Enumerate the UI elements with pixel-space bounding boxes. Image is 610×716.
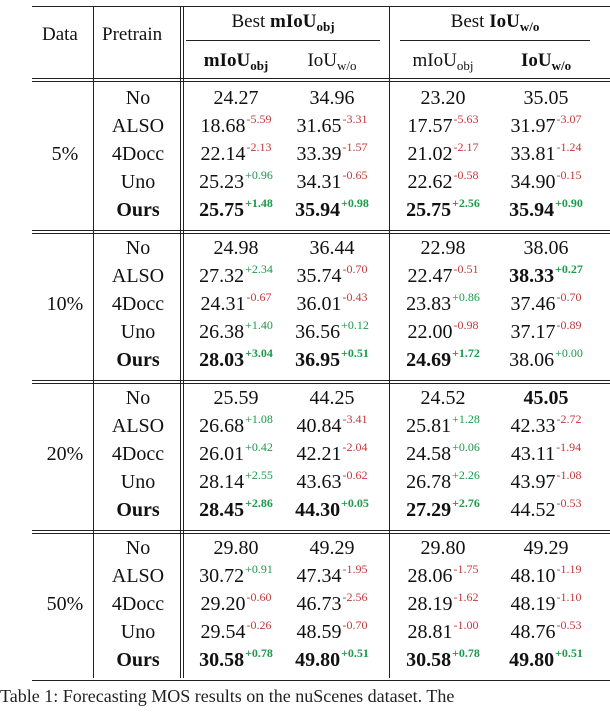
cell-delta: +2.26 (452, 468, 480, 482)
method-label: ALSO (111, 565, 165, 587)
cell-delta: -0.65 (342, 168, 368, 182)
table-cell (200, 140, 272, 166)
cell-delta: -1.62 (453, 590, 479, 604)
table-cell (510, 318, 582, 344)
cell-value: 47.34 (296, 565, 342, 587)
cell-delta: -1.95 (342, 562, 368, 576)
cell-value: 31.65 (296, 115, 342, 137)
method-label: 4Docc (111, 293, 165, 315)
cell-delta: -3.41 (342, 412, 368, 426)
table-cell (510, 440, 582, 466)
table-cell (200, 290, 272, 316)
table-cell (509, 346, 583, 372)
header-rule-2 (32, 81, 610, 82)
cell-value: 24.27 (213, 87, 259, 109)
table-cell (421, 87, 466, 110)
table-cell (407, 590, 479, 616)
cell-delta: -0.15 (556, 168, 582, 182)
cell-value: 48.10 (510, 565, 556, 587)
cell-delta: -2.17 (453, 140, 479, 154)
method-label: Ours (116, 499, 160, 521)
column-header: mIoU$_{obj}$ (203, 50, 269, 73)
vline-method (180, 6, 181, 678)
cell-value: 49.80 (509, 649, 555, 671)
data-fraction-label: 5% (51, 143, 79, 165)
group-rule-2 (400, 40, 590, 41)
table-cell (200, 590, 272, 616)
table-cell (510, 468, 582, 494)
method-label: Uno (120, 621, 156, 643)
table-cell (421, 237, 466, 260)
cell-delta: -0.62 (342, 468, 368, 482)
cell-value: 27.29 (406, 499, 452, 521)
cell-value: 23.20 (420, 87, 466, 109)
vline-method-2 (183, 6, 184, 678)
cell-value: 48.59 (296, 621, 342, 643)
cell-delta: +0.05 (341, 496, 369, 510)
table-cell (295, 646, 369, 672)
cell-value: 34.31 (296, 171, 342, 193)
column-header: IoU$_{w/o}$ (520, 50, 572, 73)
cell-value: 33.39 (296, 143, 342, 165)
cell-delta: -2.56 (342, 590, 368, 604)
cell-value: 38.06 (523, 237, 569, 259)
cell-value: 35.94 (509, 199, 555, 221)
table-cell (509, 646, 583, 672)
method-label: Ours (116, 199, 160, 221)
cell-delta: +0.00 (555, 346, 583, 360)
cell-value: 24.98 (213, 237, 259, 259)
table-cell (200, 112, 272, 138)
cell-value: 25.75 (199, 199, 245, 221)
cell-delta: -2.13 (246, 140, 272, 154)
cell-value: 24.69 (406, 349, 452, 371)
table-cell (310, 237, 355, 260)
cell-value: 43.11 (510, 443, 556, 465)
cell-value: 25.59 (213, 387, 259, 409)
cell-delta: -2.72 (556, 412, 582, 426)
table-cell (296, 412, 368, 438)
cell-delta: +0.12 (341, 318, 369, 332)
method-label: Ours (116, 349, 160, 371)
cell-delta: -1.24 (556, 140, 582, 154)
table-cell (199, 440, 273, 466)
cell-value: 36.56 (295, 321, 341, 343)
cell-delta: -0.70 (556, 290, 582, 304)
cell-value: 22.98 (420, 237, 466, 259)
cell-value: 28.81 (407, 621, 453, 643)
table-cell (296, 290, 368, 316)
cell-value: 36.01 (296, 293, 342, 315)
column-header: IoU$_{w/o}$ (307, 50, 357, 73)
cell-delta: -1.94 (556, 440, 582, 454)
cell-value: 35.05 (523, 87, 569, 109)
cell-value: 38.06 (509, 349, 555, 371)
method-label: Uno (120, 321, 156, 343)
cell-delta: -0.60 (246, 590, 272, 604)
cell-value: 49.80 (295, 649, 341, 671)
table-cell (407, 262, 479, 288)
table-cell (199, 496, 273, 522)
method-label: 4Docc (111, 593, 165, 615)
cell-value: 21.02 (407, 143, 453, 165)
table-cell (214, 537, 259, 560)
cell-delta: -5.63 (453, 112, 479, 126)
cell-value: 35.74 (296, 265, 342, 287)
table-cell (295, 318, 369, 344)
table-cell (296, 618, 368, 644)
table-cell (510, 140, 582, 166)
block-rule (32, 680, 610, 681)
table-cell (510, 496, 582, 522)
cell-value: 24.58 (406, 443, 452, 465)
table-cell (406, 646, 480, 672)
cell-value: 25.81 (406, 415, 452, 437)
table-cell (296, 168, 368, 194)
cell-delta: +0.51 (555, 646, 583, 660)
cell-delta: -2.04 (342, 440, 368, 454)
method-label: ALSO (111, 115, 165, 137)
cell-delta: +0.51 (341, 646, 369, 660)
method-label: ALSO (111, 415, 165, 437)
cell-delta: -0.26 (246, 618, 272, 632)
cell-value: 46.73 (296, 593, 342, 615)
data-fraction-label: 20% (46, 443, 84, 465)
cell-delta: +0.27 (555, 262, 583, 276)
table-cell (199, 468, 273, 494)
data-fraction-label: 10% (46, 293, 84, 315)
cell-value: 49.29 (523, 537, 569, 559)
cell-delta: +0.42 (245, 440, 273, 454)
table-cell (524, 87, 569, 110)
cell-delta: +3.04 (245, 346, 273, 360)
table-cell (310, 537, 355, 560)
cell-value: 43.63 (296, 471, 342, 493)
table-cell (310, 387, 355, 410)
vline-group (389, 6, 390, 678)
table-cell (407, 112, 479, 138)
table-cell (296, 112, 368, 138)
cell-delta: -0.43 (342, 290, 368, 304)
cell-value: 48.19 (510, 593, 556, 615)
cell-delta: -1.75 (453, 562, 479, 576)
top-rule (32, 6, 610, 7)
cell-delta: -1.08 (556, 468, 582, 482)
table-cell (296, 590, 368, 616)
cell-value: 28.03 (199, 349, 245, 371)
table-cell (406, 346, 480, 372)
cell-delta: -5.59 (246, 112, 272, 126)
block-rule (32, 533, 610, 534)
table-cell (199, 646, 273, 672)
cell-delta: -0.58 (453, 168, 479, 182)
table-cell (406, 290, 480, 316)
cell-value: 27.32 (199, 265, 245, 287)
method-label: No (125, 237, 151, 259)
cell-value: 29.54 (200, 621, 246, 643)
method-label: ALSO (111, 265, 165, 287)
cell-value: 33.81 (510, 143, 556, 165)
cell-value: 36.44 (309, 237, 355, 259)
cell-value: 36.95 (295, 349, 341, 371)
method-label: No (125, 87, 151, 109)
table-cell (199, 562, 273, 588)
cell-delta: +1.40 (245, 318, 273, 332)
table-cell (200, 618, 272, 644)
header-rule (32, 78, 610, 79)
table-cell (199, 346, 273, 372)
table-cell (295, 196, 369, 222)
table-cell (296, 562, 368, 588)
header-group-1: Best mIoU$_{obj}$ (231, 11, 335, 34)
cell-value: 44.52 (510, 499, 556, 521)
table-cell (199, 262, 273, 288)
cell-value: 30.72 (199, 565, 245, 587)
cell-value: 34.96 (309, 87, 355, 109)
cell-value: 23.83 (406, 293, 452, 315)
table-cell (407, 168, 479, 194)
table-cell (295, 496, 369, 522)
method-label: No (125, 387, 151, 409)
cell-value: 43.97 (510, 471, 556, 493)
cell-value: 30.58 (406, 649, 452, 671)
table-cell (407, 318, 479, 344)
table-cell (510, 168, 582, 194)
cell-value: 28.14 (199, 471, 245, 493)
table-cell (510, 412, 582, 438)
table-cell (509, 262, 583, 288)
table-cell (406, 440, 480, 466)
cell-value: 25.23 (199, 171, 245, 193)
cell-value: 24.31 (200, 293, 246, 315)
table-cell (310, 87, 355, 110)
cell-value: 25.75 (406, 199, 452, 221)
cell-value: 29.80 (213, 537, 259, 559)
header-pretrain: Pretrain (102, 24, 163, 45)
table-cell (214, 387, 259, 410)
group-rule-1 (186, 40, 380, 41)
cell-delta: +1.72 (452, 346, 480, 360)
cell-delta: +1.28 (452, 412, 480, 426)
table-cell (510, 618, 582, 644)
table-cell (510, 112, 582, 138)
method-label: 4Docc (111, 443, 165, 465)
cell-delta: +2.34 (245, 262, 273, 276)
cell-delta: +0.98 (341, 196, 369, 210)
cell-delta: -1.10 (556, 590, 582, 604)
table-caption: Table 1: Forecasting MOS results on the nuScenes dataset. The (0, 686, 455, 706)
table-cell (296, 468, 368, 494)
cell-delta: -0.67 (246, 290, 272, 304)
table-cell (199, 168, 273, 194)
cell-delta: -1.19 (556, 562, 582, 576)
cell-delta: -0.53 (556, 496, 582, 510)
cell-value: 38.33 (509, 265, 555, 287)
cell-delta: +0.78 (452, 646, 480, 660)
block-rule (32, 380, 610, 381)
cell-value: 28.19 (407, 593, 453, 615)
table-cell (199, 196, 273, 222)
cell-delta: -0.53 (556, 618, 582, 632)
cell-value: 37.17 (510, 321, 556, 343)
cell-delta: -0.89 (556, 318, 582, 332)
method-label: Uno (120, 471, 156, 493)
column-header: mIoU$_{obj}$ (412, 50, 474, 73)
method-label: No (125, 537, 151, 559)
cell-value: 34.90 (510, 171, 556, 193)
method-label: Uno (120, 171, 156, 193)
cell-delta: +2.86 (245, 496, 273, 510)
cell-value: 18.68 (200, 115, 246, 137)
table-cell (524, 537, 569, 560)
cell-value: 30.58 (199, 649, 245, 671)
cell-delta: -0.70 (342, 618, 368, 632)
block-rule (32, 233, 610, 234)
cell-value: 42.33 (510, 415, 556, 437)
cell-value: 48.76 (510, 621, 556, 643)
cell-delta: -3.31 (342, 112, 368, 126)
cell-value: 49.29 (309, 537, 355, 559)
table-cell (214, 237, 259, 260)
cell-value: 44.30 (295, 499, 341, 521)
cell-delta: +0.06 (452, 440, 480, 454)
cell-value: 44.25 (309, 387, 355, 409)
table-cell (510, 590, 582, 616)
cell-value: 45.05 (523, 387, 569, 409)
table-cell (296, 140, 368, 166)
cell-delta: -1.00 (453, 618, 479, 632)
cell-value: 26.78 (406, 471, 452, 493)
table-cell (407, 618, 479, 644)
cell-delta: +2.76 (452, 496, 480, 510)
table-cell (510, 562, 582, 588)
table-cell (295, 346, 369, 372)
table-cell (406, 468, 480, 494)
cell-delta: -1.57 (342, 140, 368, 154)
cell-value: 22.62 (407, 171, 453, 193)
header-group-2: Best IoU$_{w/o}$ (450, 11, 540, 34)
table-cell (296, 440, 368, 466)
cell-value: 22.00 (407, 321, 453, 343)
cell-delta: +2.55 (245, 468, 273, 482)
cell-delta: +1.08 (245, 412, 273, 426)
table-cell (406, 196, 480, 222)
table-cell (199, 412, 273, 438)
cell-delta: +2.56 (452, 196, 480, 210)
block-rule (32, 230, 610, 231)
cell-delta: -0.51 (453, 262, 479, 276)
cell-delta: +0.86 (452, 290, 480, 304)
cell-value: 24.52 (420, 387, 466, 409)
cell-value: 42.21 (296, 443, 342, 465)
table-cell (421, 537, 466, 560)
cell-value: 31.97 (510, 115, 556, 137)
cell-value: 29.80 (420, 537, 466, 559)
cell-delta: +0.90 (555, 196, 583, 210)
table-cell (510, 290, 582, 316)
block-rule (32, 383, 610, 384)
cell-value: 22.14 (200, 143, 246, 165)
cell-delta: -0.98 (453, 318, 479, 332)
cell-value: 28.06 (407, 565, 453, 587)
cell-value: 26.01 (199, 443, 245, 465)
table-cell (421, 387, 466, 410)
table-cell (199, 318, 273, 344)
vline-data (93, 6, 94, 678)
cell-value: 29.20 (200, 593, 246, 615)
block-rule (32, 530, 610, 531)
cell-value: 17.57 (407, 115, 453, 137)
data-fraction-label: 50% (46, 593, 84, 615)
cell-delta: -0.70 (342, 262, 368, 276)
table-cell (509, 196, 583, 222)
cell-delta: -3.07 (556, 112, 582, 126)
cell-value: 26.68 (199, 415, 245, 437)
cell-delta: +0.96 (245, 168, 273, 182)
method-label: Ours (116, 649, 160, 671)
table-cell (214, 87, 259, 110)
cell-delta: +0.91 (245, 562, 273, 576)
cell-delta: +1.48 (245, 196, 273, 210)
cell-delta: +0.51 (341, 346, 369, 360)
table-cell (407, 140, 479, 166)
cell-value: 35.94 (295, 199, 341, 221)
header-data: Data (42, 24, 78, 45)
cell-delta: +0.78 (245, 646, 273, 660)
cell-value: 26.38 (199, 321, 245, 343)
table-cell (296, 262, 368, 288)
cell-value: 37.46 (510, 293, 556, 315)
method-label: 4Docc (111, 143, 165, 165)
cell-value: 28.45 (199, 499, 245, 521)
cell-value: 40.84 (296, 415, 342, 437)
table-cell (406, 496, 480, 522)
table-cell (524, 237, 569, 260)
table-cell (524, 387, 569, 410)
table-cell (407, 562, 479, 588)
cell-value: 22.47 (407, 265, 453, 287)
table-cell (406, 412, 480, 438)
